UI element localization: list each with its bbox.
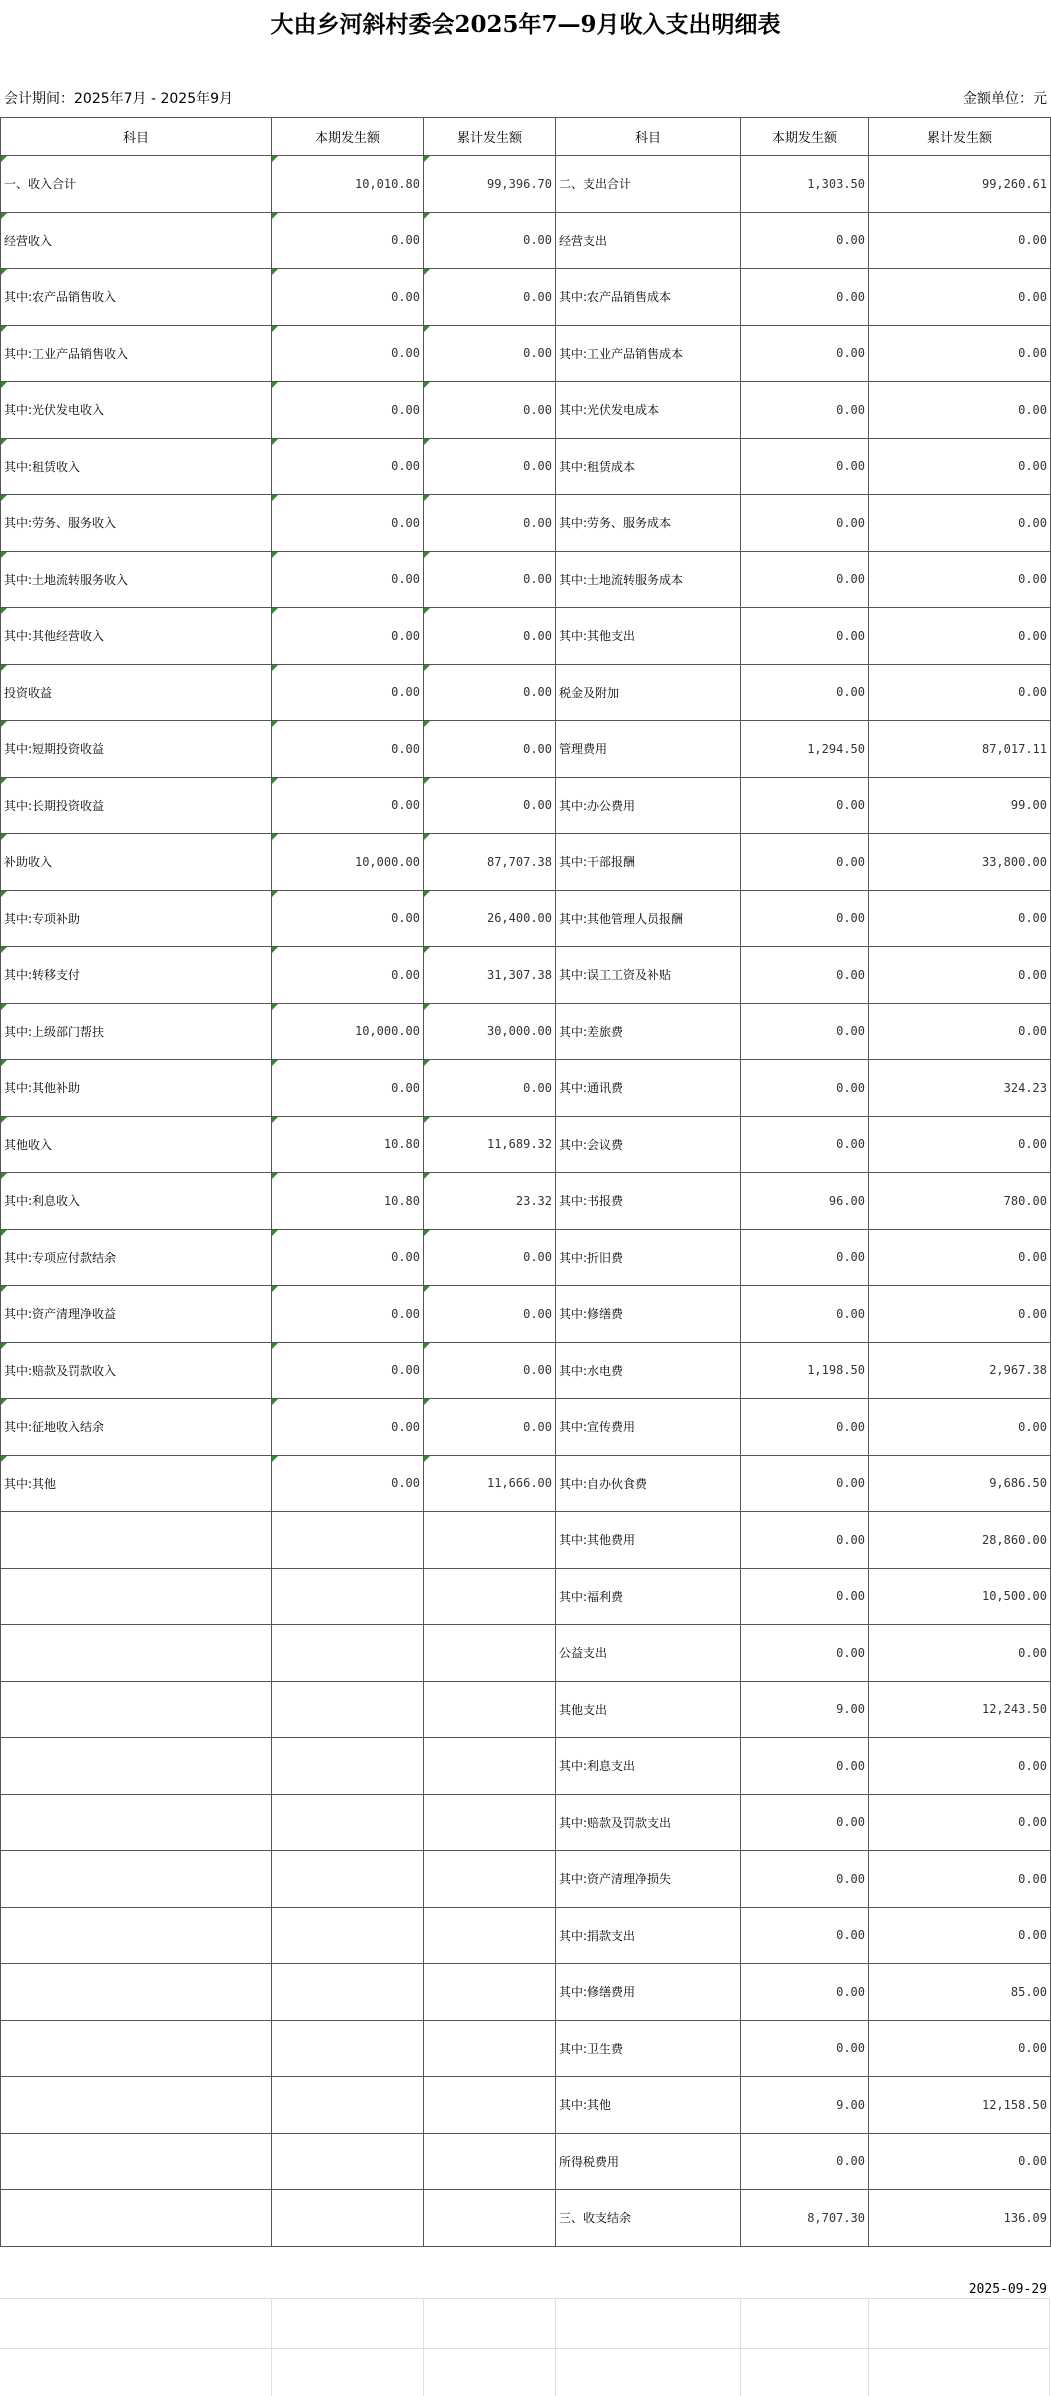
income-subject-cell: 其中:土地流转服务收入 <box>1 551 272 608</box>
income-cumulative-cell <box>424 1625 556 1682</box>
income-current-cell <box>272 2190 424 2247</box>
expense-cumulative-cell: 324.23 <box>869 1060 1051 1117</box>
expense-cumulative-cell: 0.00 <box>869 1116 1051 1173</box>
income-cumulative-cell: 0.00 <box>424 1399 556 1456</box>
table-row <box>1 1794 1051 1851</box>
expense-cumulative-cell: 0.00 <box>869 325 1051 382</box>
income-current-cell <box>272 1625 424 1682</box>
expense-subject-cell: 其中:修缮费 <box>556 1286 741 1343</box>
expense-cumulative-cell: 12,158.50 <box>869 2077 1051 2134</box>
income-subject-cell: 其中:光伏发电收入 <box>1 382 272 439</box>
expense-cumulative-cell: 87,017.11 <box>869 721 1051 778</box>
expense-cumulative-cell: 0.00 <box>869 1907 1051 1964</box>
expense-subject-cell: 其中:其他支出 <box>556 608 741 665</box>
expense-subject-cell: 其中:利息支出 <box>556 1738 741 1795</box>
income-current-cell <box>272 2020 424 2077</box>
income-subject-cell: 其中:农产品销售收入 <box>1 269 272 326</box>
income-subject-cell: 其中:资产清理净收益 <box>1 1286 272 1343</box>
expense-cumulative-cell: 0.00 <box>869 495 1051 552</box>
expense-current-cell: 0.00 <box>741 1625 869 1682</box>
income-current-cell <box>272 1512 424 1569</box>
income-cumulative-cell: 0.00 <box>424 382 556 439</box>
expense-subject-cell: 其中:折旧费 <box>556 1229 741 1286</box>
income-subject-cell: 其中:专项应付款结余 <box>1 1229 272 1286</box>
expense-cumulative-cell: 28,860.00 <box>869 1512 1051 1569</box>
expense-subject-cell: 其中:农产品销售成本 <box>556 269 741 326</box>
income-cumulative-cell: 0.00 <box>424 438 556 495</box>
expense-current-cell: 0.00 <box>741 1512 869 1569</box>
expense-current-cell: 0.00 <box>741 1794 869 1851</box>
expense-subject-cell: 管理费用 <box>556 721 741 778</box>
income-current-cell <box>272 1851 424 1908</box>
table-row <box>1 1173 1051 1230</box>
income-expense-table <box>0 117 1051 2247</box>
expense-cumulative-cell: 12,243.50 <box>869 1681 1051 1738</box>
income-cumulative-cell: 0.00 <box>424 664 556 721</box>
expense-cumulative-cell: 780.00 <box>869 1173 1051 1230</box>
expense-subject-cell: 所得税费用 <box>556 2133 741 2190</box>
income-cumulative-cell <box>424 2077 556 2134</box>
income-current-cell: 0.00 <box>272 890 424 947</box>
expense-cumulative-cell: 0.00 <box>869 269 1051 326</box>
expense-current-cell: 0.00 <box>741 2133 869 2190</box>
income-cumulative-cell: 31,307.38 <box>424 947 556 1004</box>
expense-subject-cell: 其中:租赁成本 <box>556 438 741 495</box>
expense-subject-cell: 其中:自办伙食费 <box>556 1455 741 1512</box>
expense-current-cell: 1,198.50 <box>741 1342 869 1399</box>
expense-current-cell: 0.00 <box>741 1738 869 1795</box>
table-row <box>1 2020 1051 2077</box>
expense-subject-cell: 其中:差旅费 <box>556 1003 741 1060</box>
income-subject-cell <box>1 1964 272 2021</box>
income-cumulative-cell: 0.00 <box>424 495 556 552</box>
expense-current-cell: 0.00 <box>741 1851 869 1908</box>
expense-cumulative-cell: 0.00 <box>869 438 1051 495</box>
income-current-cell: 0.00 <box>272 269 424 326</box>
expense-cumulative-cell: 0.00 <box>869 1625 1051 1682</box>
expense-subject-cell: 税金及附加 <box>556 664 741 721</box>
table-row <box>1 608 1051 665</box>
income-current-cell <box>272 1738 424 1795</box>
income-cumulative-cell: 0.00 <box>424 1342 556 1399</box>
expense-subject-cell: 其中:其他费用 <box>556 1512 741 1569</box>
income-subject-cell <box>1 1512 272 1569</box>
expense-current-cell: 0.00 <box>741 777 869 834</box>
expense-cumulative-cell: 33,800.00 <box>869 834 1051 891</box>
expense-current-cell: 0.00 <box>741 1229 869 1286</box>
expense-current-cell: 0.00 <box>741 890 869 947</box>
income-cumulative-cell: 0.00 <box>424 1229 556 1286</box>
income-cumulative-cell <box>424 2133 556 2190</box>
table-row <box>1 1342 1051 1399</box>
expense-current-cell: 9.00 <box>741 2077 869 2134</box>
income-current-cell: 0.00 <box>272 1060 424 1117</box>
income-subject-cell: 其中:转移支付 <box>1 947 272 1004</box>
expense-current-cell: 0.00 <box>741 269 869 326</box>
income-current-cell: 0.00 <box>272 1399 424 1456</box>
expense-cumulative-cell: 99.00 <box>869 777 1051 834</box>
table-row <box>1 721 1051 778</box>
expense-subject-cell: 其中:光伏发电成本 <box>556 382 741 439</box>
income-cumulative-cell: 30,000.00 <box>424 1003 556 1060</box>
table-row <box>1 1455 1051 1512</box>
expense-current-cell: 0.00 <box>741 495 869 552</box>
expense-current-cell: 1,303.50 <box>741 156 869 213</box>
income-subject-cell: 其中:征地收入结余 <box>1 1399 272 1456</box>
income-current-cell: 0.00 <box>272 608 424 665</box>
income-cumulative-cell: 99,396.70 <box>424 156 556 213</box>
income-subject-cell: 其中:其他 <box>1 1455 272 1512</box>
expense-cumulative-cell: 0.00 <box>869 1229 1051 1286</box>
expense-cumulative-cell: 0.00 <box>869 1738 1051 1795</box>
income-current-cell: 10,010.80 <box>272 156 424 213</box>
expense-cumulative-cell: 0.00 <box>869 1851 1051 1908</box>
table-row <box>1 212 1051 269</box>
table-row <box>1 1568 1051 1625</box>
income-current-cell: 10,000.00 <box>272 1003 424 1060</box>
income-current-cell: 10.80 <box>272 1116 424 1173</box>
expense-current-cell: 0.00 <box>741 212 869 269</box>
expense-cumulative-cell: 0.00 <box>869 382 1051 439</box>
expense-cumulative-cell: 0.00 <box>869 212 1051 269</box>
income-current-cell <box>272 1964 424 2021</box>
income-subject-cell <box>1 2077 272 2134</box>
income-subject-cell <box>1 1738 272 1795</box>
income-current-cell: 0.00 <box>272 325 424 382</box>
table-row <box>1 1229 1051 1286</box>
expense-subject-cell: 其中:其他管理人员报酬 <box>556 890 741 947</box>
col-header-cumulative-expense: 累计发生额 <box>869 118 1051 156</box>
table-row <box>1 1851 1051 1908</box>
income-cumulative-cell: 87,707.38 <box>424 834 556 891</box>
table-row <box>1 2190 1051 2247</box>
expense-cumulative-cell: 85.00 <box>869 1964 1051 2021</box>
table-row <box>1 890 1051 947</box>
income-current-cell: 10,000.00 <box>272 834 424 891</box>
income-subject-cell: 其中:上级部门帮扶 <box>1 1003 272 1060</box>
income-subject-cell: 其中:利息收入 <box>1 1173 272 1230</box>
table-row <box>1 551 1051 608</box>
expense-cumulative-cell: 0.00 <box>869 1003 1051 1060</box>
income-subject-cell <box>1 1851 272 1908</box>
accounting-period: 会计期间：2025年7月 - 2025年9月 <box>4 91 234 107</box>
report-title: 大由乡河斜村委会2025年7—9月收入支出明细表 <box>270 11 781 38</box>
table-row <box>1 1286 1051 1343</box>
table-row <box>1 664 1051 721</box>
table-row <box>1 438 1051 495</box>
expense-cumulative-cell: 0.00 <box>869 890 1051 947</box>
income-subject-cell: 投资收益 <box>1 664 272 721</box>
table-row <box>1 382 1051 439</box>
expense-current-cell: 0.00 <box>741 1286 869 1343</box>
table-row <box>1 156 1051 213</box>
expense-current-cell: 1,294.50 <box>741 721 869 778</box>
expense-subject-cell: 其中:通讯费 <box>556 1060 741 1117</box>
table-row <box>1 269 1051 326</box>
expense-cumulative-cell: 0.00 <box>869 2020 1051 2077</box>
income-subject-cell <box>1 1625 272 1682</box>
table-row <box>1 325 1051 382</box>
income-subject-cell: 其中:其他补助 <box>1 1060 272 1117</box>
table-row <box>1 1003 1051 1060</box>
expense-subject-cell: 经营支出 <box>556 212 741 269</box>
expense-current-cell: 0.00 <box>741 664 869 721</box>
expense-cumulative-cell: 0.00 <box>869 551 1051 608</box>
income-current-cell <box>272 2133 424 2190</box>
expense-subject-cell: 其中:宣传费用 <box>556 1399 741 1456</box>
income-subject-cell <box>1 1681 272 1738</box>
income-current-cell: 0.00 <box>272 1229 424 1286</box>
table-row <box>1 2077 1051 2134</box>
income-cumulative-cell: 0.00 <box>424 608 556 665</box>
expense-subject-cell: 其中:资产清理净损失 <box>556 1851 741 1908</box>
expense-subject-cell: 其中:福利费 <box>556 1568 741 1625</box>
expense-subject-cell: 其中:土地流转服务成本 <box>556 551 741 608</box>
table-row <box>1 1964 1051 2021</box>
table-row <box>1 1060 1051 1117</box>
col-header-subject-income: 科目 <box>1 118 272 156</box>
col-header-cumulative-income: 累计发生额 <box>424 118 556 156</box>
income-subject-cell <box>1 1794 272 1851</box>
expense-current-cell: 0.00 <box>741 1399 869 1456</box>
income-subject-cell: 其中:专项补助 <box>1 890 272 947</box>
expense-current-cell: 96.00 <box>741 1173 869 1230</box>
expense-subject-cell: 公益支出 <box>556 1625 741 1682</box>
expense-cumulative-cell: 2,967.38 <box>869 1342 1051 1399</box>
income-subject-cell: 其中:长期投资收益 <box>1 777 272 834</box>
expense-current-cell: 0.00 <box>741 2020 869 2077</box>
table-row <box>1 1681 1051 1738</box>
income-current-cell <box>272 1568 424 1625</box>
expense-subject-cell: 其中:书报费 <box>556 1173 741 1230</box>
income-cumulative-cell: 26,400.00 <box>424 890 556 947</box>
income-subject-cell: 经营收入 <box>1 212 272 269</box>
income-cumulative-cell: 23.32 <box>424 1173 556 1230</box>
income-cumulative-cell <box>424 2190 556 2247</box>
expense-cumulative-cell: 10,500.00 <box>869 1568 1051 1625</box>
expense-subject-cell: 其中:办公费用 <box>556 777 741 834</box>
income-current-cell: 0.00 <box>272 1455 424 1512</box>
income-subject-cell: 其中:其他经营收入 <box>1 608 272 665</box>
expense-current-cell: 8,707.30 <box>741 2190 869 2247</box>
income-subject-cell <box>1 2190 272 2247</box>
expense-current-cell: 0.00 <box>741 1568 869 1625</box>
expense-subject-cell: 其中:误工工资及补贴 <box>556 947 741 1004</box>
expense-current-cell: 0.00 <box>741 1964 869 2021</box>
income-cumulative-cell: 0.00 <box>424 1286 556 1343</box>
income-subject-cell: 其中:劳务、服务收入 <box>1 495 272 552</box>
income-cumulative-cell <box>424 1681 556 1738</box>
expense-subject-cell: 其中:工业产品销售成本 <box>556 325 741 382</box>
income-subject-cell: 其中:短期投资收益 <box>1 721 272 778</box>
expense-subject-cell: 二、支出合计 <box>556 156 741 213</box>
income-current-cell: 0.00 <box>272 777 424 834</box>
income-cumulative-cell <box>424 1512 556 1569</box>
income-cumulative-cell <box>424 1851 556 1908</box>
expense-cumulative-cell: 0.00 <box>869 2133 1051 2190</box>
expense-current-cell: 0.00 <box>741 608 869 665</box>
income-cumulative-cell: 0.00 <box>424 1060 556 1117</box>
table-row <box>1 834 1051 891</box>
income-current-cell: 0.00 <box>272 212 424 269</box>
expense-current-cell: 0.00 <box>741 551 869 608</box>
expense-cumulative-cell: 0.00 <box>869 1794 1051 1851</box>
income-current-cell <box>272 2077 424 2134</box>
income-current-cell <box>272 1681 424 1738</box>
income-subject-cell <box>1 2020 272 2077</box>
income-cumulative-cell: 11,666.00 <box>424 1455 556 1512</box>
currency-unit: 金额单位：元 <box>963 91 1047 107</box>
income-current-cell: 0.00 <box>272 947 424 1004</box>
expense-subject-cell: 三、收支结余 <box>556 2190 741 2247</box>
income-current-cell: 0.00 <box>272 438 424 495</box>
income-current-cell: 0.00 <box>272 664 424 721</box>
expense-current-cell: 0.00 <box>741 325 869 382</box>
income-cumulative-cell <box>424 1738 556 1795</box>
income-cumulative-cell: 0.00 <box>424 721 556 778</box>
income-cumulative-cell: 0.00 <box>424 212 556 269</box>
income-current-cell: 0.00 <box>272 721 424 778</box>
expense-current-cell: 0.00 <box>741 1060 869 1117</box>
income-cumulative-cell <box>424 1964 556 2021</box>
income-subject-cell <box>1 1907 272 1964</box>
expense-cumulative-cell: 0.00 <box>869 947 1051 1004</box>
income-current-cell <box>272 1907 424 1964</box>
expense-subject-cell: 其中:捐款支出 <box>556 1907 741 1964</box>
report-date: 2025-09-29 <box>968 2282 1047 2297</box>
income-subject-cell: 补助收入 <box>1 834 272 891</box>
expense-current-cell: 0.00 <box>741 947 869 1004</box>
income-current-cell: 10.80 <box>272 1173 424 1230</box>
expense-current-cell: 0.00 <box>741 1455 869 1512</box>
income-subject-cell <box>1 2133 272 2190</box>
table-row <box>1 1625 1051 1682</box>
expense-current-cell: 0.00 <box>741 1003 869 1060</box>
expense-current-cell: 0.00 <box>741 834 869 891</box>
expense-subject-cell: 其中:劳务、服务成本 <box>556 495 741 552</box>
income-current-cell: 0.00 <box>272 382 424 439</box>
expense-cumulative-cell: 0.00 <box>869 664 1051 721</box>
income-current-cell: 0.00 <box>272 1286 424 1343</box>
expense-current-cell: 0.00 <box>741 382 869 439</box>
table-row <box>1 777 1051 834</box>
income-current-cell <box>272 1794 424 1851</box>
table-row <box>1 495 1051 552</box>
table-footer-grid <box>0 2298 1050 2396</box>
income-cumulative-cell: 0.00 <box>424 325 556 382</box>
expense-subject-cell: 其中:其他 <box>556 2077 741 2134</box>
income-cumulative-cell: 11,689.32 <box>424 1116 556 1173</box>
table-header-row <box>1 118 1051 156</box>
income-cumulative-cell: 0.00 <box>424 777 556 834</box>
expense-cumulative-cell: 0.00 <box>869 608 1051 665</box>
income-subject-cell: 一、收入合计 <box>1 156 272 213</box>
expense-subject-cell: 其中:干部报酬 <box>556 834 741 891</box>
expense-cumulative-cell: 0.00 <box>869 1399 1051 1456</box>
col-header-current-expense: 本期发生额 <box>741 118 869 156</box>
expense-subject-cell: 其中:赔款及罚款支出 <box>556 1794 741 1851</box>
expense-cumulative-cell: 136.09 <box>869 2190 1051 2247</box>
income-subject-cell: 其中:工业产品销售收入 <box>1 325 272 382</box>
expense-subject-cell: 其中:水电费 <box>556 1342 741 1399</box>
expense-current-cell: 0.00 <box>741 1907 869 1964</box>
col-header-current-income: 本期发生额 <box>272 118 424 156</box>
income-cumulative-cell: 0.00 <box>424 551 556 608</box>
expense-subject-cell: 其中:修缮费用 <box>556 1964 741 2021</box>
expense-subject-cell: 其中:卫生费 <box>556 2020 741 2077</box>
expense-current-cell: 9.00 <box>741 1681 869 1738</box>
expense-subject-cell: 其他支出 <box>556 1681 741 1738</box>
income-current-cell: 0.00 <box>272 495 424 552</box>
expense-cumulative-cell: 99,260.61 <box>869 156 1051 213</box>
income-subject-cell <box>1 1568 272 1625</box>
table-row <box>1 1738 1051 1795</box>
col-header-subject-expense: 科目 <box>556 118 741 156</box>
expense-current-cell: 0.00 <box>741 438 869 495</box>
expense-cumulative-cell: 9,686.50 <box>869 1455 1051 1512</box>
expense-current-cell: 0.00 <box>741 1116 869 1173</box>
income-cumulative-cell: 0.00 <box>424 269 556 326</box>
income-subject-cell: 其中:赔款及罚款收入 <box>1 1342 272 1399</box>
income-cumulative-cell <box>424 1568 556 1625</box>
income-current-cell: 0.00 <box>272 1342 424 1399</box>
table-row <box>1 1116 1051 1173</box>
income-cumulative-cell <box>424 2020 556 2077</box>
table-row <box>1 1399 1051 1456</box>
income-cumulative-cell <box>424 1907 556 1964</box>
expense-subject-cell: 其中:会议费 <box>556 1116 741 1173</box>
income-subject-cell: 其他收入 <box>1 1116 272 1173</box>
income-cumulative-cell <box>424 1794 556 1851</box>
table-row <box>1 1512 1051 1569</box>
income-subject-cell: 其中:租赁收入 <box>1 438 272 495</box>
income-current-cell: 0.00 <box>272 551 424 608</box>
expense-cumulative-cell: 0.00 <box>869 1286 1051 1343</box>
table-row <box>1 2133 1051 2190</box>
table-row <box>1 1907 1051 1964</box>
table-row <box>1 947 1051 1004</box>
